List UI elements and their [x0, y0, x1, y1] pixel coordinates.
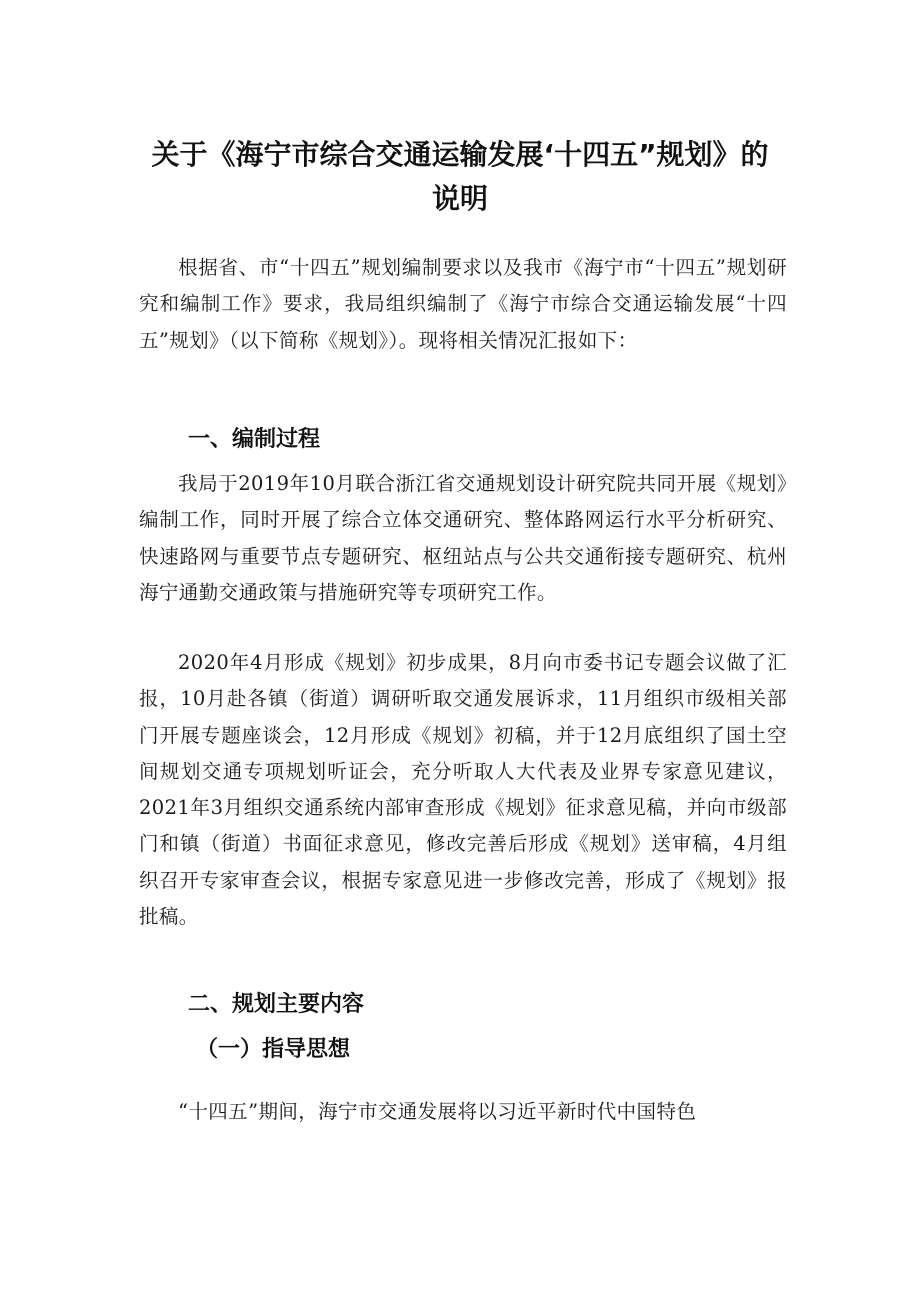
- intro-paragraph: 根据省、市“十四五”规划编制要求以及我市《海宁市“十四五”规划研究和编制工作》要求，我局组织编制了《海宁市综合交通运输发展“十四五”规划》（以下简称《规划》）。现将相关情况汇报如下：: [139, 256, 787, 352]
- process-paragraph-2: 2020年4月形成《规划》初步成果，8月向市委书记专题会议做了汇报，10月赴各镇（街道）调研听取交通发展诉求，11月组织市级相关部门开展专题座谈会，12月形成《规划》初稿，并于12月底组织了国土空间规划交通专项规划听证会，充分听取人大代表及业界专家意见建议，2021年3月组织交通系统内部审查形成《规划》征求意见稿，并向市级部门和镇（街道）书面征求意见，修改完善后形成《规划》送审稿，4月组织召开专家审查会议，根据专家意见进一步修改完善，形成了《规划》报批稿。: [139, 651, 787, 929]
- title-line-2: 说明: [431, 181, 488, 215]
- title-line-1: 关于《海宁市综合交通运输发展‘十四五”规划》的: [151, 137, 769, 171]
- section-heading-2: 二、规划主要内容: [188, 992, 365, 1017]
- section-heading-1: 一、编制过程: [188, 427, 321, 452]
- subsection-heading: （一）指导思想: [196, 1037, 351, 1062]
- process-paragraph-1: 我局于2019年10月联合浙江省交通规划设计研究院共同开展《规划》编制工作，同时开展了综合立体交通研究、整体路网运行水平分析研究、快速路网与重要节点专题研究、枢纽站点与公共交通衔接专题研究、杭州海宁通勤交通政策与措施研究等专项研究工作。: [139, 472, 787, 604]
- guidance-paragraph: “十四五”期间，海宁市交通发展将以习近平新时代中国特色: [178, 1100, 697, 1123]
- document-title: [130, 133, 790, 221]
